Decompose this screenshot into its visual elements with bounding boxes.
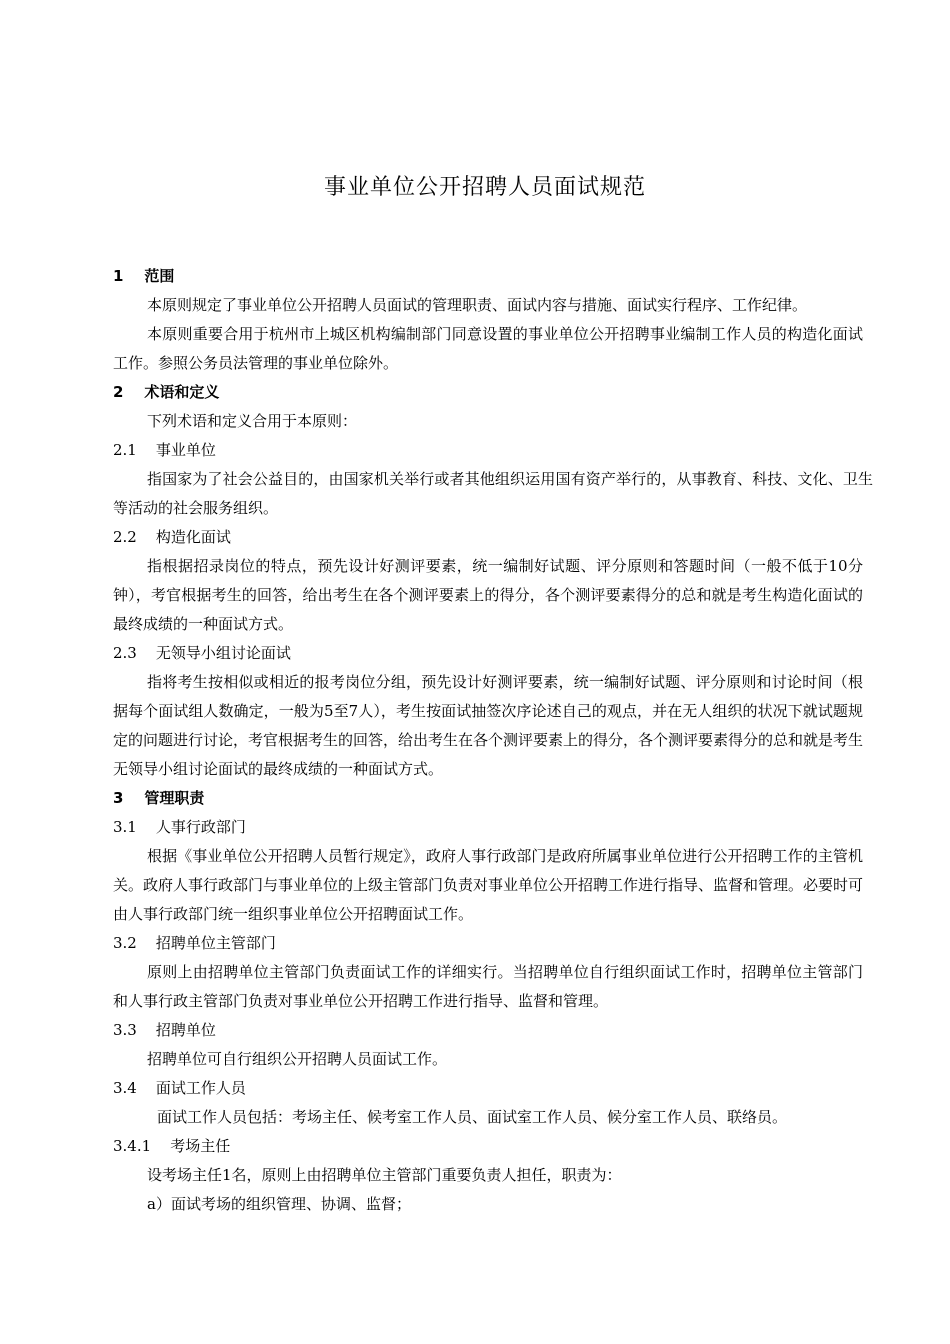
section-heading: 3 管理职责	[113, 789, 205, 807]
paragraph: 本原则规定了事业单位公开招聘人员面试的管理职责、面试内容与措施、面试实行程序、工作纪律。	[147, 296, 808, 314]
paragraph: 指国家为了社会公益目的，由国家机关举行或者其他组织运用国有资产举行的，从事教育、科技、文化、卫生等活动的社会服务组织。	[113, 470, 873, 517]
subsection-heading: 3.2 招聘单位主管部门	[113, 934, 276, 952]
paragraph: 指将考生按相似或相近的报考岗位分组，预先设计好测评要素，统一编制好试题、评分原则和讨论时间（根据每个面试组人数确定，一般为5至7人），考生按面试抽签次序论述自己的观点，并在无人组织的状况下就试题规定的问题进行讨论，考官根据考生的回答，给出考生在各个测评要素上的得分，各个测评要素得分的总和就是考生无领导小组讨论面试的最终成绩的一种面试方式。	[113, 673, 864, 778]
paragraph: 招聘单位可自行组织公开招聘人员面试工作。	[147, 1050, 448, 1068]
subsection-heading: 2.3 无领导小组讨论面试	[113, 644, 291, 662]
paragraph: 指根据招录岗位的特点，预先设计好测评要素，统一编制好试题、评分原则和答题时间（一般不低于10分钟），考官根据考生的回答，给出考生在各个测评要素上的得分，各个测评要素得分的总和就是考生构造化面试的最终成绩的一种面试方式。	[113, 557, 863, 633]
paragraph: 面试工作人员包括：考场主任、候考室工作人员、面试室工作人员、候分室工作人员、联络员。	[157, 1108, 788, 1126]
paragraph: 本原则重要合用于杭州市上城区机构编制部门同意设置的事业单位公开招聘事业编制工作人员的构造化面试工作。参照公务员法管理的事业单位除外。	[113, 325, 863, 372]
subsection-heading: 3.4.1 考场主任	[113, 1137, 231, 1155]
list-item: a）面试考场的组织管理、协调、监督；	[147, 1195, 411, 1213]
section-heading: 2 术语和定义	[113, 383, 220, 401]
subsection-heading: 3.1 人事行政部门	[113, 818, 246, 836]
paragraph: 原则上由招聘单位主管部门负责面试工作的详细实行。当招聘单位自行组织面试工作时，招聘单位主管部门和人事行政主管部门负责对事业单位公开招聘工作进行指导、监督和管理。	[113, 963, 863, 1010]
page-title: 事业单位公开招聘人员面试规范	[323, 175, 646, 200]
subsection-heading: 2.2 构造化面试	[113, 528, 231, 546]
paragraph: 下列术语和定义合用于本原则：	[147, 412, 358, 430]
paragraph: 根据《事业单位公开招聘人员暂行规定》，政府人事行政部门是政府所属事业单位进行公开招聘工作的主管机关。政府人事行政部门与事业单位的上级主管部门负责对事业单位公开招聘工作进行指导、监督和管理。必要时可由人事行政部门统一组织事业单位公开招聘面试工作。	[113, 847, 864, 923]
section-heading: 1 范围	[113, 267, 175, 285]
subsection-heading: 2.1 事业单位	[113, 441, 216, 459]
paragraph: 设考场主任1名，原则上由招聘单位主管部门重要负责人担任，职责为：	[147, 1166, 622, 1184]
subsection-heading: 3.3 招聘单位	[113, 1021, 216, 1039]
document-body	[113, 262, 873, 1219]
subsection-heading: 3.4 面试工作人员	[113, 1079, 246, 1097]
